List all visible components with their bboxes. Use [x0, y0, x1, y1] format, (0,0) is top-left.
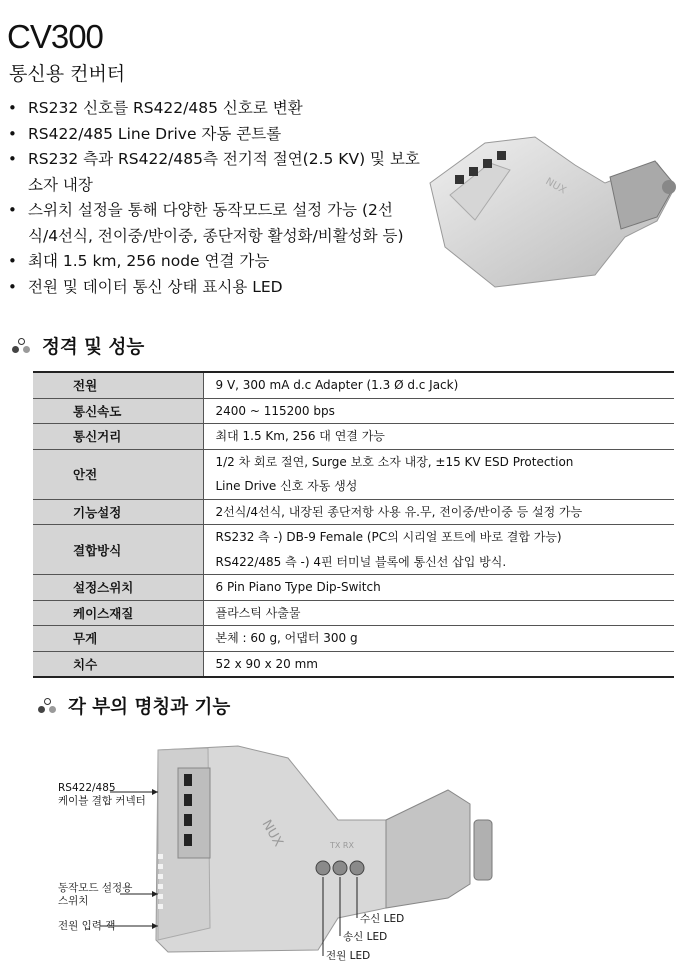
spec-value: 52 x 90 x 20 mm [215, 656, 318, 671]
feature-item: • 스위치 설정을 통해 다양한 동작모드로 설정 가능 (2선식/4선식, 전이중/반이중, 종단저항 활성화/비활성화 등) [6, 198, 421, 249]
spec-value: 플라스틱 사출물 [215, 605, 301, 620]
spec-value: 1/2 차 회로 절연, Surge 보호 소자 내장, ±15 KV ESD Protection [215, 454, 574, 469]
spec-key: 전원 [33, 372, 203, 398]
led-marks: TX RX [330, 841, 354, 850]
spec-value: RS232 측 -) DB-9 Female (PC의 시리얼 포트에 바로 결합 가능) [215, 530, 562, 544]
spec-key: 결합방식 [33, 525, 203, 575]
spec-key: 치수 [33, 651, 203, 677]
power-jack-label: 전원 입력 잭 [58, 920, 116, 932]
feature-item: • RS232 측과 RS422/485측 전기적 절연(2.5 KV) 및 보호소자 내장 [6, 147, 421, 198]
table-row [33, 398, 674, 424]
power-led-label: 전원 LED [326, 950, 371, 962]
spec-value: 2선식/4선식, 내장된 종단저항 사용 유.무, 전이중/반이중 등 설정 가능 [215, 504, 583, 519]
tx-led-label: 송신 LED [343, 931, 388, 943]
spec-section-heading: 정격 및 성능 [12, 333, 144, 359]
connector-label [58, 782, 146, 808]
spec-value: 9 V, 300 mA d.c Adapter (1.3 Ø d.c Jack) [215, 378, 459, 392]
table-row [33, 449, 674, 499]
section-bullet-icon [12, 337, 32, 355]
product-subtitle: 통신용 컨버터 [9, 63, 126, 85]
feature-item: • RS422/485 Line Drive 자동 콘트롤 [6, 122, 421, 148]
feature-item: • 전원 및 데이터 통신 상태 표시용 LED [6, 275, 421, 301]
spec-value: Line Drive 신호 자동 생성 [215, 479, 358, 493]
spec-value: 2400 ~ 115200 bps [215, 403, 335, 418]
brand-logo: NUX [258, 817, 286, 850]
spec-table [33, 371, 674, 678]
feature-list [6, 96, 421, 300]
svg-text:NUX: NUX [543, 176, 568, 197]
spec-key: 설정스위치 [33, 575, 203, 601]
rx-led-label: 수신 LED [360, 913, 405, 925]
section-bullet-icon [38, 697, 58, 715]
product-photo [425, 125, 693, 295]
table-row [33, 424, 674, 450]
spec-key: 통신속도 [33, 398, 203, 424]
feature-item: • 최대 1.5 km, 256 node 연결 가능 [6, 249, 421, 275]
product-title: CV300 [7, 18, 103, 55]
spec-value: 6 Pin Piano Type Dip-Switch [215, 580, 381, 594]
power-led [316, 861, 330, 875]
table-row [33, 372, 674, 398]
table-row [33, 499, 674, 525]
device-diagram [38, 728, 508, 978]
table-row [33, 600, 674, 626]
rx-led [350, 861, 364, 875]
table-row [33, 626, 674, 652]
tx-led [333, 861, 347, 875]
spec-key: 통신거리 [33, 424, 203, 450]
spec-value: RS422/485 측 -) 4핀 터미널 블록에 통신선 삽입 방식. [215, 554, 507, 569]
parts-section-heading: 각 부의 명칭과 기능 [38, 693, 230, 719]
table-row [33, 651, 674, 677]
spec-value: 최대 1.5 Km, 256 대 연결 가능 [215, 429, 385, 443]
feature-item: • RS232 신호를 RS422/485 신호로 변환 [6, 96, 421, 122]
spec-key: 케이스재질 [33, 600, 203, 626]
spec-value: 본체 : 60 g, 어댑터 300 g [215, 631, 358, 645]
spec-key: 안전 [33, 449, 203, 499]
table-row [33, 575, 674, 601]
table-row [33, 525, 674, 575]
spec-key: 무게 [33, 626, 203, 652]
connector-label-text: RS422/485 케이블 결합 커넥터 [58, 782, 146, 807]
switch-label: 동작모드 설정용 스위치 [58, 882, 133, 907]
spec-key: 기능설정 [33, 499, 203, 525]
